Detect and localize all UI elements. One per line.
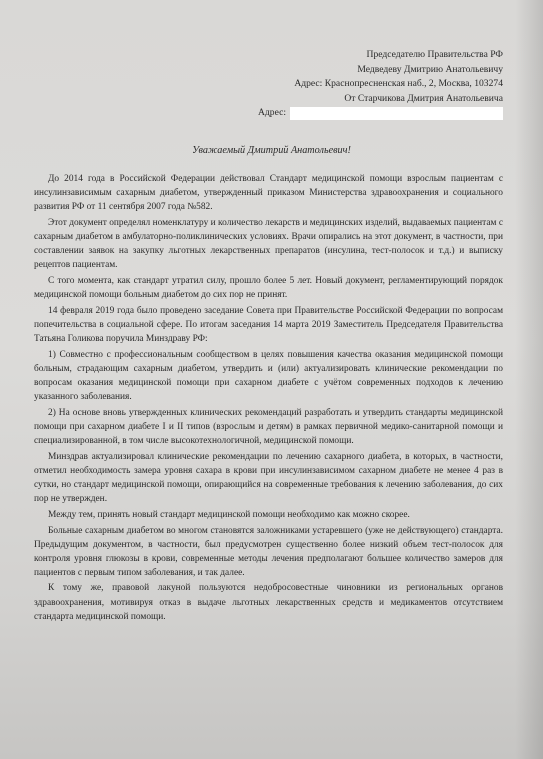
page-edge-shadow	[515, 0, 543, 759]
greeting: Уважаемый Дмитрий Анатольевич!	[192, 145, 351, 156]
sender-address	[258, 106, 503, 121]
paragraph: К тому же, правовой лакуной пользуются недобросовестные чиновники из региональных органов здравоохранения, мотивируя отказ в выдаче льготных лекарственных средств и медикаментов отсутствием стандарта медицинской помощи.	[34, 583, 503, 622]
addressee-title: Председателю Правительства РФ	[366, 49, 503, 60]
paragraph: С того момента, как стандарт утратил силу, прошло более 5 лет. Новый документ, регламентирующий порядок медицинской помощи больным диабетом до сих пор не принят.	[34, 275, 503, 300]
sender-address-label: Адрес:	[257, 107, 286, 119]
paragraph: До 2014 года в Российской Федерации действовал Стандарт медицинской помощи взрослым пациентам с инсулинзависимым сахарным диабетом, утвержденный приказом Министерства здравоохранения и социального развития РФ от 11 сентября 2007 года №582.	[34, 174, 503, 213]
paragraph: Между тем, принять новый стандарт медицинской помощи необходимо как можно скорее.	[48, 509, 410, 520]
sender-name: От Старчикова Дмитрия Анатольевича	[344, 92, 503, 104]
addressee-block	[258, 48, 503, 121]
redacted-address-box	[290, 107, 503, 120]
paragraph: 2) На основе вновь утвержденных клинических рекомендаций разработать и утвердить стандарты медицинской помощи при сахарном диабете I и II типов (взрослым и детям) в рамках первичной медико-санитарной помощи и специализированной, в том числе высокотехнологичной, медицинской помощи.	[34, 407, 503, 446]
addressee-name: Медведеву Дмитрию Анатольевичу	[357, 63, 503, 75]
paragraph: Больные сахарным диабетом во многом становятся заложниками устаревшего (уже не действующего) стандарта. Предыдущим документом, в частности, был предусмотрен существенно более низкий объем тест-полосок для контроля уровня глюкозы в крови, современные методы лечения предполагают большее количество замеров для пациентов с первым типом заболевания, и так далее.	[34, 525, 503, 578]
paragraph: 14 февраля 2019 года было проведено заседание Совета при Правительстве Российской Федерации по вопросам попечительства в социальной сфере. По итогам заседания 14 марта 2019 Заместитель Председателя Правительства Татьяна Голикова поручила Минздраву РФ:	[34, 305, 503, 344]
addressee-address: Адрес: Краснопресненская наб., 2, Москва, 103274	[294, 78, 503, 90]
paragraph: Этот документ определял номенклатуру и количество лекарств и медицинских изделий, выдаваемых пациентам с сахарным диабетом в амбулаторно-поликлинических условиях. Врачи опирались на этот документ, в частности, при составлении заявок на закупку льготных лекарственных препаратов (инсулина, тест-полосок и т.д.) и выписку рецептов пациентам.	[34, 217, 503, 271]
letter-body	[34, 172, 503, 625]
paragraph: Минздрав актуализировал клинические рекомендации по лечению сахарного диабета, в которых, в частности, отметил необходимость замера уровня сахара в крови при инсулинзависимом сахарном диабете не менее 4 раз в сутки, но стандарт медицинской помощи, опирающийся на современные требования к лечению заболевания, до сих пор не утвержден.	[34, 451, 503, 504]
paragraph: 1) Совместно с профессиональным сообществом в целях повышения качества оказания медицинской помощи больным, страдающим сахарным диабетом, утвердить и (или) актуализировать клинические рекомендации по вопросам оказания медицинской помощи при сахарном диабете с учётом современных подходов к лечению указанного заболевания.	[34, 349, 503, 402]
